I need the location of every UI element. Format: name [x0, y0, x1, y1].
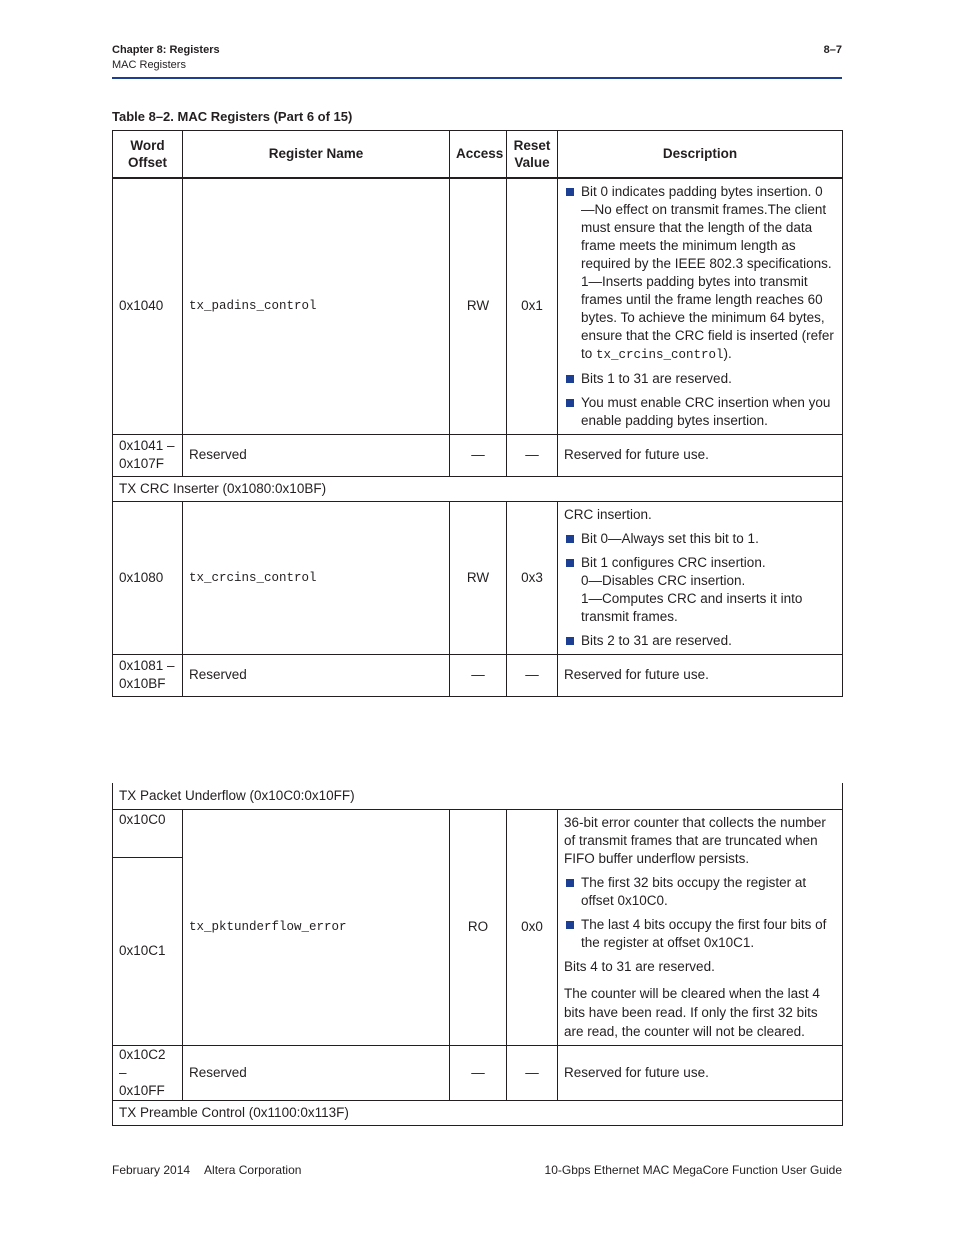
header-rule — [112, 77, 842, 79]
word-offset — [113, 654, 183, 696]
offset-line: 0x10BF — [119, 676, 166, 691]
reset-value: 0x3 — [507, 501, 558, 654]
desc-intro: 36-bit error counter that collects the number of transmit frames that are truncated when FIFO buffer underflow persists. — [564, 814, 826, 866]
word-offset — [113, 434, 183, 476]
page-number: 8–7 — [823, 44, 842, 56]
access: RO — [450, 809, 507, 1045]
col-description: Description — [558, 131, 843, 178]
word-offset — [113, 1045, 183, 1100]
table-row — [113, 809, 843, 857]
list-item: Bit 0—Always set this bit to 1. — [564, 530, 836, 548]
offset-line: 0x107F — [119, 456, 165, 471]
table-row — [113, 434, 843, 476]
list-item: The last 4 bits occupy the first four bits of the register at offset 0x10C1. — [564, 916, 836, 952]
access: — — [450, 654, 507, 696]
desc-note: The counter will be cleared when the last 4 bits have been read. If only the first 32 bits are read, the counter will not be cleared. — [564, 985, 820, 1039]
section-title-crc: TX CRC Inserter (0x1080:0x10BF) — [113, 476, 843, 501]
list-item: Bits 2 to 31 are reserved. — [564, 632, 836, 650]
description — [558, 501, 843, 654]
section-row — [113, 783, 843, 809]
col-access: Access — [450, 131, 507, 178]
offset-line: 0x1041 – — [119, 438, 175, 453]
col-reset-value-l2: Value — [514, 154, 550, 170]
col-word-offset-l1: Word — [130, 137, 165, 153]
footer-date: February 2014 — [112, 1163, 191, 1177]
access: RW — [450, 501, 507, 654]
reset-value: 0x1 — [507, 178, 558, 435]
access: — — [450, 1045, 507, 1100]
code-ref: tx_crcins_control — [596, 347, 724, 362]
bullet-line: Bit 1 configures CRC insertion. — [581, 554, 766, 570]
offset-line: 0x1081 – — [119, 658, 175, 673]
offset-line: 0x10FF — [119, 1082, 165, 1098]
register-name: Reserved — [183, 434, 450, 476]
desc-note: Bits 4 to 31 are reserved. — [564, 958, 715, 974]
registers-table-part2 — [112, 783, 843, 1126]
reset-value: 0x0 — [507, 809, 558, 1045]
description — [558, 178, 843, 435]
desc-intro: CRC insertion. — [564, 506, 652, 522]
section-row — [113, 476, 843, 501]
access: RW — [450, 178, 507, 435]
list-item — [564, 183, 836, 364]
bullet-tail: ). — [723, 345, 732, 361]
list-item: The first 32 bits occupy the register at offset 0x10C0. — [564, 874, 836, 910]
description — [558, 809, 843, 1045]
word-offset: 0x1080 — [113, 501, 183, 654]
section-title-underflow: TX Packet Underflow (0x10C0:0x10FF) — [113, 783, 843, 809]
description: Reserved for future use. — [558, 654, 843, 696]
reset-value: — — [507, 1045, 558, 1100]
description: Reserved for future use. — [558, 1045, 843, 1100]
section-row — [113, 1100, 843, 1125]
table-header-row — [113, 131, 843, 178]
register-name: tx_pktunderflow_error — [183, 809, 450, 1045]
register-name: Reserved — [183, 1045, 450, 1100]
register-name: Reserved — [183, 654, 450, 696]
section-title-preamble: TX Preamble Control (0x1100:0x113F) — [113, 1100, 843, 1125]
footer-company: Altera Corporation — [204, 1163, 302, 1177]
register-name: tx_crcins_control — [183, 501, 450, 654]
reset-value: — — [507, 434, 558, 476]
word-offset: 0x10C0 — [113, 809, 183, 857]
col-word-offset — [113, 131, 183, 178]
registers-table-part1 — [112, 130, 843, 697]
table-row — [113, 501, 843, 654]
description: Reserved for future use. — [558, 434, 843, 476]
list-item: You must enable CRC insertion when you enable padding bytes insertion. — [564, 394, 836, 430]
col-register-name: Register Name — [183, 131, 450, 178]
bullet-line: 0—Disables CRC insertion. — [581, 572, 746, 588]
table-row — [113, 654, 843, 696]
list-item — [564, 554, 836, 626]
chapter-title: Chapter 8: Registers — [112, 44, 220, 56]
table-title: Table 8–2. MAC Registers (Part 6 of 15) — [112, 109, 353, 124]
footer-guide: 10-Gbps Ethernet MAC MegaCore Function User Guide — [544, 1163, 842, 1177]
col-word-offset-l2: Offset — [127, 154, 167, 170]
register-name: tx_padins_control — [183, 178, 450, 435]
reset-value: — — [507, 654, 558, 696]
bullet-line: 1—Computes CRC and inserts it into transmit frames. — [581, 590, 803, 624]
footer-left — [112, 1163, 315, 1177]
col-reset-value — [507, 131, 558, 178]
list-item: Bits 1 to 31 are reserved. — [564, 370, 836, 388]
col-reset-value-l1: Reset — [513, 137, 551, 153]
bullet-text: Bit 0 indicates padding bytes insertion. 0—No effect on transmit frames.The client must ensure that the length of the data frame meets the minimum length as required by the IEEE 802.3 specifications. 1—Inserts padding bytes into transmit frames until the frame length reaches 60 bytes. To achieve the minimum 64 bytes, ensure that the CRC field is inserted (refer to — [581, 183, 834, 361]
word-offset: 0x10C1 — [113, 857, 183, 1045]
offset-line: 0x10C2 – — [119, 1046, 166, 1080]
table-row — [113, 1045, 843, 1100]
word-offset: 0x1040 — [113, 178, 183, 435]
table-row — [113, 178, 843, 435]
section-title: MAC Registers — [112, 59, 186, 71]
access: — — [450, 434, 507, 476]
